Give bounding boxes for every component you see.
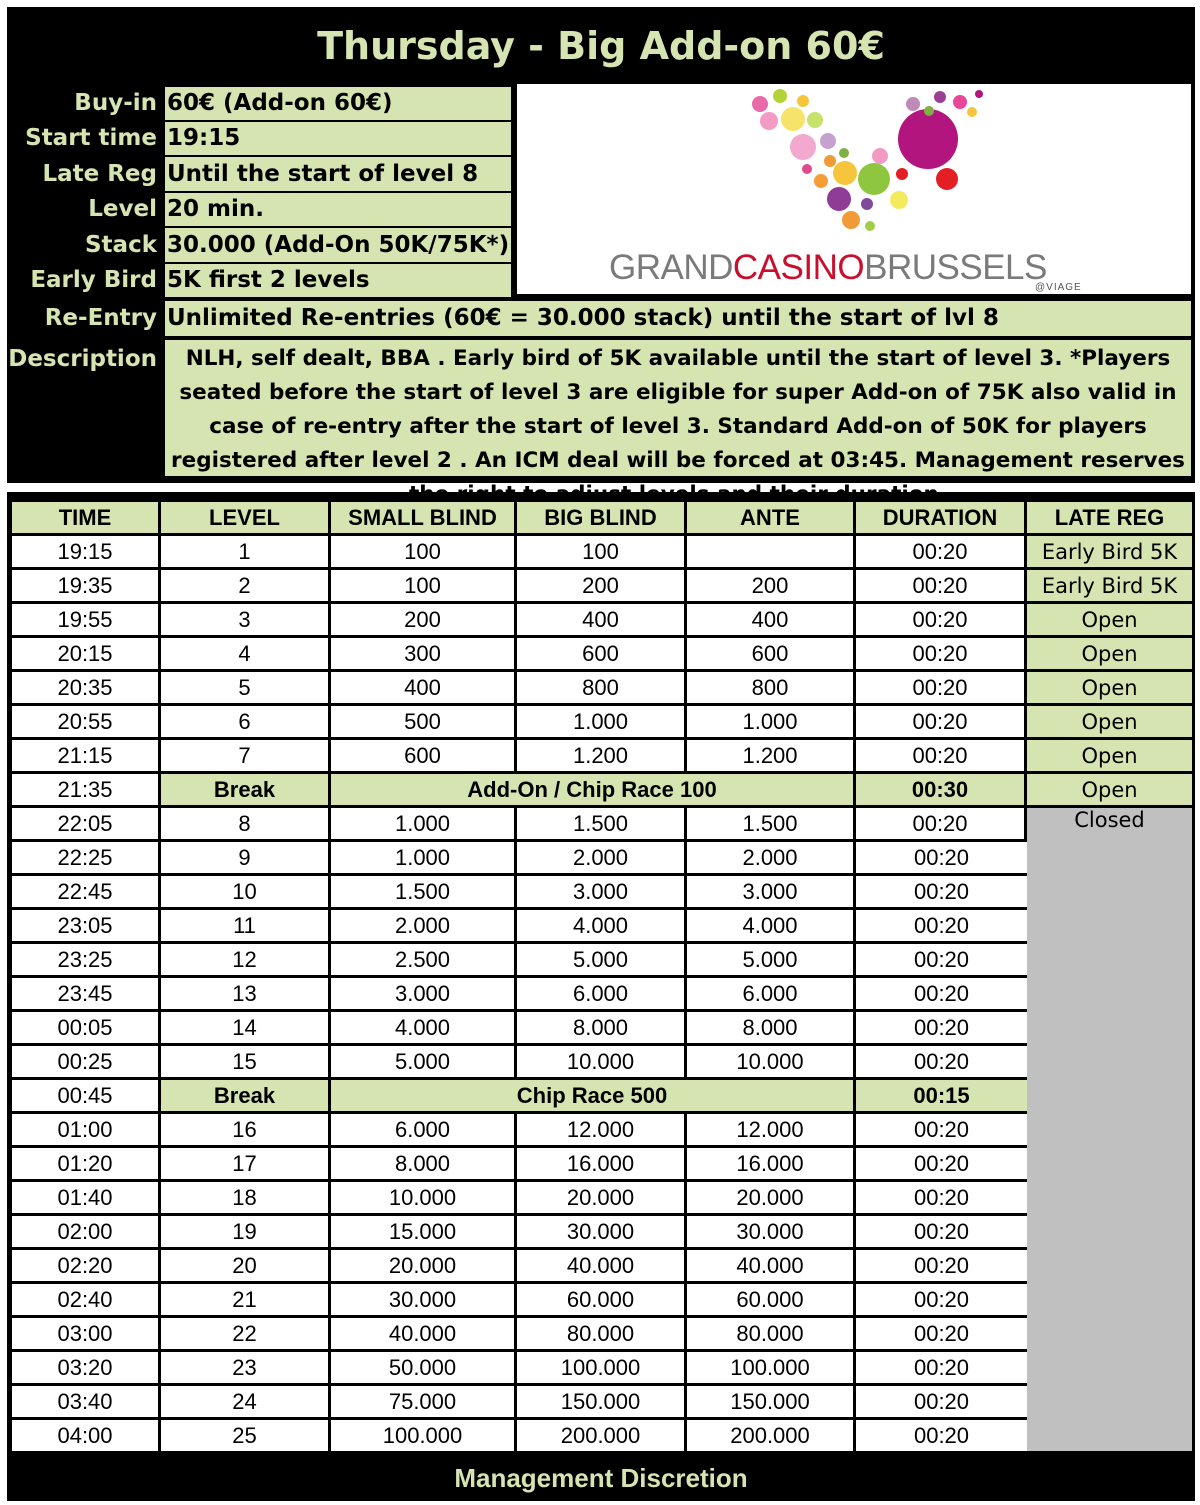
time-cell: 01:40 (12, 1182, 161, 1213)
break-label: Break (161, 774, 331, 805)
big-blind-cell: 10.000 (517, 1046, 687, 1077)
buy-in-value: 60€ (Add-on 60€) (165, 87, 511, 120)
duration-cell: 00:20 (856, 1352, 1027, 1383)
level-cell: 23 (161, 1352, 331, 1383)
table-row (12, 604, 1192, 635)
time-cell: 23:25 (12, 944, 161, 975)
level-cell: 11 (161, 910, 331, 941)
description-label: Description (8, 346, 157, 372)
table-row (12, 570, 1192, 601)
big-blind-cell: 600 (517, 638, 687, 669)
small-blind-cell: 8.000 (331, 1148, 517, 1179)
table-row (12, 1114, 1192, 1145)
small-blind-cell: 1.000 (331, 808, 517, 839)
duration-cell: 00:20 (856, 570, 1027, 601)
duration-cell: 00:20 (856, 604, 1027, 635)
small-blind-cell: 500 (331, 706, 517, 737)
level-cell: 20 (161, 1250, 331, 1281)
table-row (12, 1386, 1192, 1417)
duration-cell: 00:20 (856, 536, 1027, 567)
ante-cell: 40.000 (687, 1250, 856, 1281)
big-blind-cell: 30.000 (517, 1216, 687, 1247)
big-blind-cell: 2.000 (517, 842, 687, 873)
table-row (12, 1012, 1192, 1043)
big-blind-cell: 3.000 (517, 876, 687, 907)
table-row (12, 944, 1192, 975)
big-blind-cell: 40.000 (517, 1250, 687, 1281)
small-blind-cell: 5.000 (331, 1046, 517, 1077)
duration-cell: 00:20 (856, 740, 1027, 771)
late-reg-cell: Open (1027, 706, 1192, 737)
time-cell: 03:00 (12, 1318, 161, 1349)
big-blind-cell: 6.000 (517, 978, 687, 1009)
small-blind-cell: 30.000 (331, 1284, 517, 1315)
big-blind-cell: 4.000 (517, 910, 687, 941)
table-row (12, 978, 1192, 1009)
ante-cell: 150.000 (687, 1386, 856, 1417)
time-cell: 19:55 (12, 604, 161, 635)
big-blind-cell: 8.000 (517, 1012, 687, 1043)
blind-structure-table (7, 492, 1195, 1501)
time-cell: 22:05 (12, 808, 161, 839)
table-header-row (12, 502, 1192, 533)
ante-cell: 30.000 (687, 1216, 856, 1247)
duration-cell: 00:20 (856, 1012, 1027, 1043)
duration-cell: 00:20 (856, 1114, 1027, 1145)
level-cell: 1 (161, 536, 331, 567)
small-blind-cell: 1.500 (331, 876, 517, 907)
time-cell: 04:00 (12, 1420, 161, 1451)
table-row (12, 1352, 1192, 1383)
small-blind-cell: 400 (331, 672, 517, 703)
small-blind-cell: 10.000 (331, 1182, 517, 1213)
header-small-blind: SMALL BLIND (331, 502, 517, 533)
logo-wordmark: GRANDCASINOBRUSSELS (609, 248, 1047, 287)
table-row (12, 740, 1192, 771)
table-row (12, 706, 1192, 737)
table-row (12, 638, 1192, 669)
small-blind-cell: 600 (331, 740, 517, 771)
level-cell: 4 (161, 638, 331, 669)
time-cell: 20:15 (12, 638, 161, 669)
level-cell: 3 (161, 604, 331, 635)
break-label: Break (161, 1080, 331, 1111)
table-row (12, 1216, 1192, 1247)
table-row (12, 1420, 1192, 1451)
level-cell: 10 (161, 876, 331, 907)
stack-value: 30.000 (Add-On 50K/75K*) (165, 228, 511, 262)
time-cell: 19:35 (12, 570, 161, 601)
time-cell: 03:40 (12, 1386, 161, 1417)
level-cell: 14 (161, 1012, 331, 1043)
time-cell: 00:05 (12, 1012, 161, 1043)
time-cell: 21:15 (12, 740, 161, 771)
re-entry-value: Unlimited Re-entries (60€ = 30.000 stack) until the start of lvl 8 (165, 301, 1191, 336)
break-row (12, 774, 1192, 805)
level-cell: 2 (161, 570, 331, 601)
time-cell: 01:00 (12, 1114, 161, 1145)
duration-cell: 00:20 (856, 1046, 1027, 1077)
break-note: Add-On / Chip Race 100 (331, 774, 856, 805)
late-reg-cell: Open (1027, 774, 1192, 805)
duration-cell: 00:30 (856, 774, 1027, 805)
break-note: Chip Race 500 (331, 1080, 856, 1111)
time-cell: 00:25 (12, 1046, 161, 1077)
table-row (12, 808, 1192, 839)
small-blind-cell: 2.500 (331, 944, 517, 975)
ante-cell: 3.000 (687, 876, 856, 907)
buy-in-label: Buy-in (74, 90, 157, 116)
duration-cell: 00:20 (856, 876, 1027, 907)
time-cell: 20:35 (12, 672, 161, 703)
table-row (12, 1318, 1192, 1349)
header-level: LEVEL (161, 502, 331, 533)
late-reg-cell: Open (1027, 740, 1192, 771)
break-row (12, 1080, 1192, 1111)
duration-cell: 00:20 (856, 978, 1027, 1009)
duration-cell: 00:20 (856, 808, 1027, 839)
level-cell: 17 (161, 1148, 331, 1179)
time-cell: 22:25 (12, 842, 161, 873)
big-blind-cell: 150.000 (517, 1386, 687, 1417)
time-cell: 23:45 (12, 978, 161, 1009)
re-entry-label: Re-Entry (44, 305, 157, 331)
header-late-reg: LATE REG (1027, 502, 1192, 533)
ante-cell: 8.000 (687, 1012, 856, 1043)
level-value: 20 min. (165, 193, 511, 226)
small-blind-cell: 4.000 (331, 1012, 517, 1043)
small-blind-cell: 100 (331, 570, 517, 601)
description-text: NLH, self dealt, BBA . Early bird of 5K available until the start of level 3. *Players seated before the start of level 3 are eligible for super Add-on of 75K also valid in case of re-entry after the start of level 3. Standard Add-on of 50K for players registered after level 2 . An ICM deal will be forced at 03:45. Management reserves (165, 340, 1191, 476)
level-cell: 9 (161, 842, 331, 873)
time-cell: 00:45 (12, 1080, 161, 1111)
ante-cell: 16.000 (687, 1148, 856, 1179)
small-blind-cell: 3.000 (331, 978, 517, 1009)
big-blind-cell: 80.000 (517, 1318, 687, 1349)
duration-cell: 00:20 (856, 910, 1027, 941)
footer-note: Management Discretion (454, 1463, 748, 1493)
small-blind-cell: 1.000 (331, 842, 517, 873)
duration-cell: 00:20 (856, 638, 1027, 669)
late-reg-cell: Early Bird 5K (1027, 570, 1192, 601)
level-cell: 22 (161, 1318, 331, 1349)
big-blind-cell: 16.000 (517, 1148, 687, 1179)
level-cell: 19 (161, 1216, 331, 1247)
ante-cell: 1.000 (687, 706, 856, 737)
header-time: TIME (12, 502, 161, 533)
late-reg-closed: Closed (1027, 808, 1192, 1451)
table-row (12, 1284, 1192, 1315)
table-row (12, 1148, 1192, 1179)
small-blind-cell: 6.000 (331, 1114, 517, 1145)
duration-cell: 00:20 (856, 842, 1027, 873)
late-reg-cell: Open (1027, 638, 1192, 669)
header-ante: ANTE (687, 502, 856, 533)
late-reg-cell: Open (1027, 604, 1192, 635)
early-bird-value: 5K first 2 levels (165, 264, 511, 297)
start-time-value: 19:15 (165, 122, 511, 155)
logo-subtitle: @VIAGE (1035, 282, 1082, 293)
table-row (12, 910, 1192, 941)
small-blind-cell: 40.000 (331, 1318, 517, 1349)
ante-cell: 10.000 (687, 1046, 856, 1077)
big-blind-cell: 800 (517, 672, 687, 703)
page-title: Thursday - Big Add-on 60€ (317, 24, 885, 68)
small-blind-cell: 15.000 (331, 1216, 517, 1247)
big-blind-cell: 1.500 (517, 808, 687, 839)
late-reg-cell: Early Bird 5K (1027, 536, 1192, 567)
stack-label: Stack (84, 232, 157, 258)
ante-cell: 2.000 (687, 842, 856, 873)
small-blind-cell: 100.000 (331, 1420, 517, 1451)
table-row (12, 1182, 1192, 1213)
time-cell: 01:20 (12, 1148, 161, 1179)
small-blind-cell: 2.000 (331, 910, 517, 941)
start-time-label: Start time (25, 125, 157, 151)
small-blind-cell: 300 (331, 638, 517, 669)
ante-cell: 5.000 (687, 944, 856, 975)
small-blind-cell: 20.000 (331, 1250, 517, 1281)
header-big-blind: BIG BLIND (517, 502, 687, 533)
time-cell: 02:00 (12, 1216, 161, 1247)
small-blind-cell: 75.000 (331, 1386, 517, 1417)
ante-cell: 600 (687, 638, 856, 669)
level-cell: 16 (161, 1114, 331, 1145)
time-cell: 20:55 (12, 706, 161, 737)
duration-cell: 00:20 (856, 944, 1027, 975)
ante-cell: 20.000 (687, 1182, 856, 1213)
table-row (12, 876, 1192, 907)
time-cell: 03:20 (12, 1352, 161, 1383)
big-blind-cell: 100 (517, 536, 687, 567)
level-cell: 7 (161, 740, 331, 771)
big-blind-cell: 1.000 (517, 706, 687, 737)
duration-cell: 00:15 (856, 1080, 1027, 1111)
ante-cell: 800 (687, 672, 856, 703)
level-cell: 15 (161, 1046, 331, 1077)
level-cell: 21 (161, 1284, 331, 1315)
level-cell: 6 (161, 706, 331, 737)
table-row (12, 1250, 1192, 1281)
early-bird-label: Early Bird (30, 267, 157, 293)
level-label: Level (88, 196, 157, 222)
small-blind-cell: 50.000 (331, 1352, 517, 1383)
ante-cell: 1.500 (687, 808, 856, 839)
big-blind-cell: 100.000 (517, 1352, 687, 1383)
table-row (12, 672, 1192, 703)
header-duration: DURATION (856, 502, 1027, 533)
big-blind-cell: 1.200 (517, 740, 687, 771)
big-blind-cell: 12.000 (517, 1114, 687, 1145)
level-cell: 12 (161, 944, 331, 975)
duration-cell: 00:20 (856, 1420, 1027, 1451)
ante-cell: 4.000 (687, 910, 856, 941)
table-row (12, 1046, 1192, 1077)
level-cell: 18 (161, 1182, 331, 1213)
time-cell: 02:20 (12, 1250, 161, 1281)
level-cell: 24 (161, 1386, 331, 1417)
blind-table (12, 499, 1192, 1454)
duration-cell: 00:20 (856, 1216, 1027, 1247)
late-reg-label: Late Reg (42, 161, 157, 187)
big-blind-cell: 20.000 (517, 1182, 687, 1213)
level-cell: 5 (161, 672, 331, 703)
ante-cell: 400 (687, 604, 856, 635)
ante-cell: 6.000 (687, 978, 856, 1009)
ante-cell: 12.000 (687, 1114, 856, 1145)
time-cell: 19:15 (12, 536, 161, 567)
big-blind-cell: 400 (517, 604, 687, 635)
tournament-header (7, 7, 1195, 483)
time-cell: 02:40 (12, 1284, 161, 1315)
table-row (12, 536, 1192, 567)
time-cell: 23:05 (12, 910, 161, 941)
logo-dots-icon (517, 84, 1191, 244)
time-cell: 21:35 (12, 774, 161, 805)
duration-cell: 00:20 (856, 672, 1027, 703)
duration-cell: 00:20 (856, 1148, 1027, 1179)
ante-cell: 200.000 (687, 1420, 856, 1451)
ante-cell: 1.200 (687, 740, 856, 771)
ante-cell: 60.000 (687, 1284, 856, 1315)
time-cell: 22:45 (12, 876, 161, 907)
ante-cell: 80.000 (687, 1318, 856, 1349)
duration-cell: 00:20 (856, 1182, 1027, 1213)
level-cell: 25 (161, 1420, 331, 1451)
big-blind-cell: 5.000 (517, 944, 687, 975)
ante-cell: 100.000 (687, 1352, 856, 1383)
small-blind-cell: 100 (331, 536, 517, 567)
level-cell: 8 (161, 808, 331, 839)
ante-cell (687, 536, 856, 567)
late-reg-cell: Open (1027, 672, 1192, 703)
duration-cell: 00:20 (856, 1250, 1027, 1281)
duration-cell: 00:20 (856, 1318, 1027, 1349)
big-blind-cell: 200 (517, 570, 687, 601)
late-reg-value: Until the start of level 8 (165, 157, 511, 191)
level-cell: 13 (161, 978, 331, 1009)
big-blind-cell: 200.000 (517, 1420, 687, 1451)
big-blind-cell: 60.000 (517, 1284, 687, 1315)
small-blind-cell: 200 (331, 604, 517, 635)
duration-cell: 00:20 (856, 1284, 1027, 1315)
casino-logo (517, 84, 1191, 294)
ante-cell: 200 (687, 570, 856, 601)
table-row (12, 842, 1192, 873)
duration-cell: 00:20 (856, 706, 1027, 737)
duration-cell: 00:20 (856, 1386, 1027, 1417)
